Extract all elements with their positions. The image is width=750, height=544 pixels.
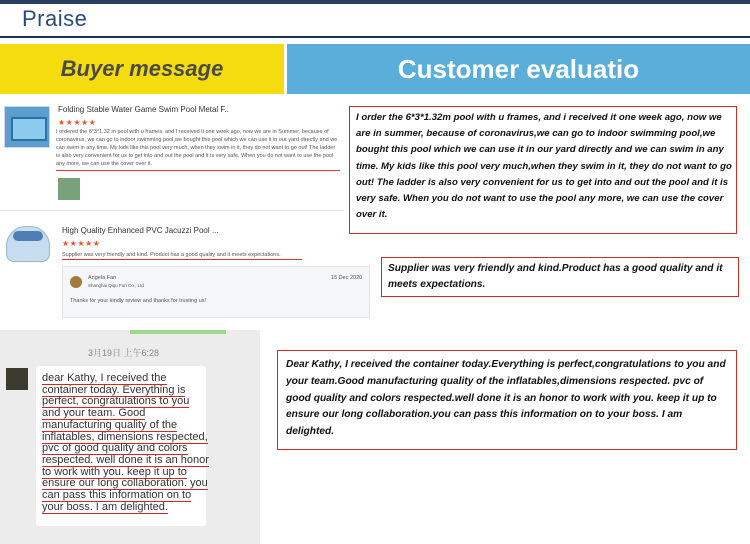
review1-stars: ★★★★★ (58, 118, 97, 127)
evaluation-box-1: I order the 6*3*1.32m pool with u frames, and i received it one week ago, now we are in summer, because of coronavirus,we can go to indoor swimming pool,we bought this pool which we can use it in our yard directly and we can swim in any time. My kids like this pool very much,when they swim in it, they do not want to go out! The ladder is also very convenient for us to get into and out the pool and it is very safe. When you do not want to use the pool any more, we can use the cover over it. (349, 106, 737, 234)
review1-text: I ordered the 6*3*1.32 m pool with u frames, and I received it one week ago, now we are in Summer, because of coronavirus, we can go to indoor swimming pool,we bought this pool which we can use it in our yard directly and we can swim in any time. My kids like this pool very much, when they swim in it, they do not want to go out! The ladder is also very convenient for us to get into and out the pool and it is very safe. When you do not want to use the pool any more, we can use the cover over it. (56, 128, 340, 171)
chat-avatar (6, 368, 28, 390)
evaluation-box-2: Supplier was very friendly and kind.Product has a good quality and it meets expectations. (381, 257, 739, 297)
chat-line: can pass this information on to (42, 489, 192, 502)
chat-line: ensure our long collaboration. you (42, 477, 208, 490)
chat-message (42, 373, 212, 513)
chat-line: your boss. I am delighted. (42, 500, 168, 513)
reply-date: 15 Dec 2020 (331, 275, 363, 281)
reply-name: Angela Fan (88, 275, 117, 281)
chat-line: pvc of good quality and colors (42, 442, 188, 455)
avatar (70, 276, 82, 288)
review1-photo (58, 178, 80, 200)
chat-line: container today. Everything is (42, 383, 186, 396)
chat-line: respected. well done it is an honor (42, 453, 209, 466)
review2-stars: ★★★★★ (62, 239, 101, 248)
review2-text: Supplier was very friendly and kind. Product has a good quality and it meets expectations. (62, 251, 302, 260)
evaluation-box-3: Dear Kathy, I received the container today.Everything is perfect,congratulations to you and your team.Good manufacturing quality of the inflatables,dimensions respected. pvc of good quality and colors respected.well done it is an honor to work with you. keep it up to ensure our long collaboration.you can pass this information on to your boss. I am delighted. (277, 350, 737, 450)
review-divider (0, 210, 344, 211)
buyer-message-heading: Buyer message (60, 56, 224, 81)
review1-product-title: Folding Stable Water Game Swim Pool Metal F.. (58, 105, 229, 114)
chat-line: to work with you. keep it up to (42, 465, 187, 478)
chat-timestamp: 3月19日 上午6:28 (88, 348, 160, 358)
pool-product-image (4, 106, 50, 148)
review2-product-title: High Quality Enhanced PVC Jacuzzi Pool ... (62, 226, 219, 235)
reply-company: Shanghai Qiqu Fun Co., Ltd (88, 283, 144, 288)
chat-line: dear Kathy, I received the (42, 372, 167, 384)
title-divider (0, 36, 750, 38)
jacuzzi-product-image (6, 226, 50, 262)
page-title: Praise (22, 6, 88, 31)
chat-line: perfect, congratulations to you (42, 395, 190, 408)
customer-evaluation-heading: Customer evaluatio (397, 53, 640, 84)
chat-line: manufacturing quality of the (42, 418, 178, 431)
chat-top-bubble (130, 330, 226, 334)
reply-text: Thanks for your kindly review and thanks for trusting us! (70, 298, 207, 304)
top-accent-line (0, 0, 750, 4)
chat-line: inflatables, dimensions respected, (42, 430, 208, 443)
chat-line: and your team. Good (42, 407, 146, 420)
